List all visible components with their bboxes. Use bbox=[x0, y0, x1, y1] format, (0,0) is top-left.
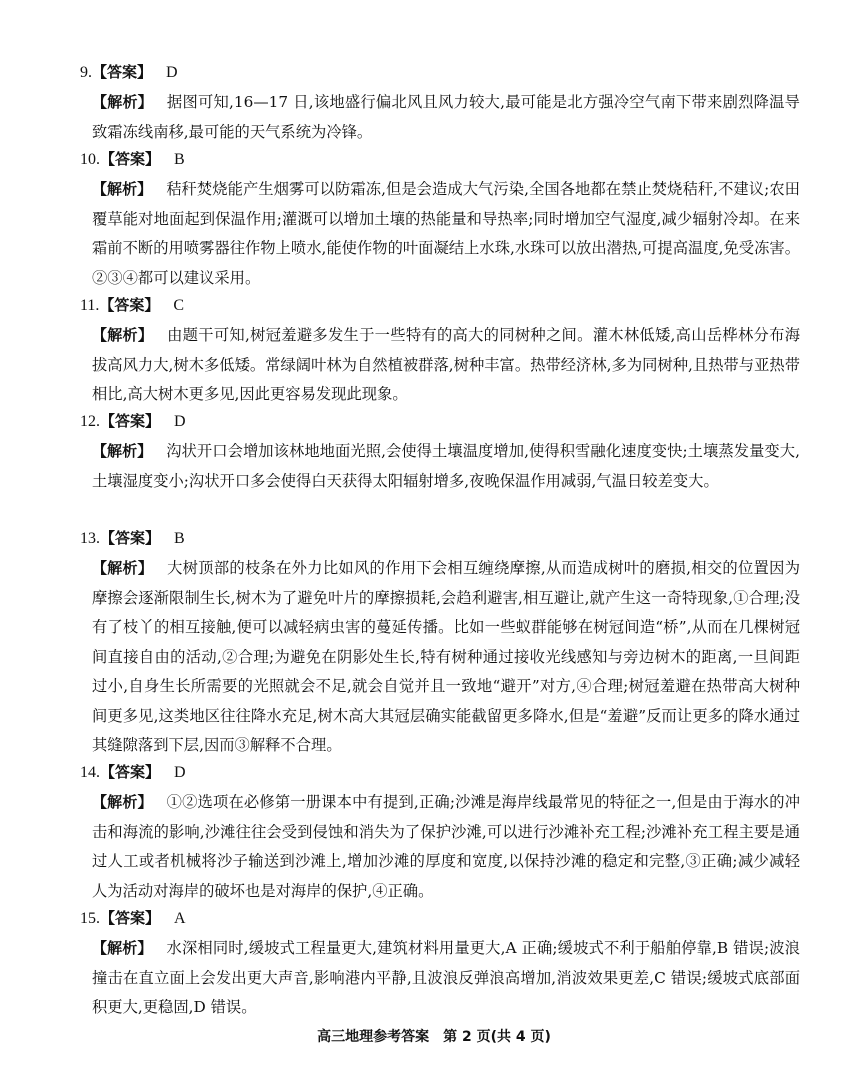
analysis-label: 【解析】 bbox=[92, 180, 153, 198]
answer-value: C bbox=[173, 297, 185, 314]
analysis-paragraph bbox=[92, 934, 800, 1023]
question-13 bbox=[80, 522, 800, 761]
analysis-text: 大树顶部的枝条在外力比如风的作用下会相互缠绕摩擦,从而造成树叶的磨损,相交的位置因为摩擦会逐渐限制生长,树木为了避免叶片的摩擦损耗,会趋利避害,相互避让,就产生这一奇特现象,①合理;没有了枝丫的相互接触,便可以减轻病虫害的蔓延传播。比如一些蚁群能够在树冠间造“桥”,从而在几棵树冠间直接自由的活动,②合理;为避免在阴影处生长,特有树种通过接收光线感知与旁边树木的距离,一旦间距过小,自身生长所需要的光照就会不足,就会自觉并且一致地“避开”对方,④合理;树冠羞避在热带高大树种间更多见,这类地区往往降水充足,树木高大其冠层确实能截留更多降水,但是“羞避”反而让更多的降水通过其缝隙落到下层,因而③解释不合理。 bbox=[92, 559, 800, 754]
answer-value: D bbox=[166, 64, 178, 81]
answer-value: A bbox=[174, 910, 186, 927]
analysis-paragraph bbox=[92, 88, 800, 147]
page-footer: 高三地理参考答案 第 2 页(共 4 页) bbox=[317, 1029, 551, 1045]
analysis-paragraph bbox=[92, 437, 800, 496]
question-header bbox=[80, 522, 800, 554]
analysis-paragraph bbox=[92, 175, 800, 293]
analysis-label: 【解析】 bbox=[92, 442, 153, 460]
answer-label: 【答案】 bbox=[100, 909, 161, 927]
question-number: 12. bbox=[80, 413, 100, 430]
analysis-label: 【解析】 bbox=[92, 326, 154, 344]
analysis-label: 【解析】 bbox=[92, 559, 154, 577]
question-14 bbox=[80, 756, 800, 906]
answer-label: 【答案】 bbox=[100, 763, 161, 781]
analysis-text: 水深相同时,缓坡式工程量更大,建筑材料用量更大,A 正确;缓坡式不利于船舶停靠,B 错误;波浪撞击在直立面上会发出更大声音,影响港内平静,且波浪反弹浪高增加,消波效果更差,C 错误;缓坡式底部面积更大,更稳固,D 错误。 bbox=[92, 939, 800, 1016]
answer-label: 【答案】 bbox=[99, 296, 160, 314]
answer-label: 【答案】 bbox=[92, 63, 153, 81]
answer-label: 【答案】 bbox=[100, 412, 161, 430]
answer-label: 【答案】 bbox=[100, 150, 161, 168]
question-15 bbox=[80, 902, 800, 1023]
question-number: 14. bbox=[80, 764, 100, 781]
question-12 bbox=[80, 405, 800, 496]
analysis-label: 【解析】 bbox=[92, 793, 153, 811]
question-number: 15. bbox=[80, 910, 100, 927]
question-10 bbox=[80, 143, 800, 293]
analysis-paragraph bbox=[92, 554, 800, 761]
question-number: 13. bbox=[80, 530, 100, 547]
analysis-text: ①②选项在必修第一册课本中有提到,正确;沙滩是海岸线最常见的特征之一,但是由于海水的冲击和海流的影响,沙滩往往会受到侵蚀和消失为了保护沙滩,可以进行沙滩补充工程;沙滩补充工程主要是通过人工或者机械将沙子输送到沙滩上,增加沙滩的厚度和宽度,以保持沙滩的稳定和完整,③正确;减少减轻人为活动对海岸的破坏也是对海岸的保护,④正确。 bbox=[92, 793, 800, 900]
analysis-text: 秸秆焚烧能产生烟雾可以防霜冻,但是会造成大气污染,全国各地都在禁止焚烧秸秆,不建议;农田覆草能对地面起到保温作用;灌溉可以增加土壤的热能量和导热率;同时增加空气湿度,减少辐射冷却。在来霜前不断的用喷雾器往作物上喷水,能使作物的叶面凝结上水珠,水珠可以放出潜热,可提高温度,免受冻害。②③④都可以建议采用。 bbox=[92, 180, 800, 287]
analysis-paragraph bbox=[92, 321, 800, 410]
question-9 bbox=[80, 56, 800, 147]
answer-value: D bbox=[174, 764, 186, 781]
analysis-label: 【解析】 bbox=[92, 939, 153, 957]
question-header bbox=[80, 405, 800, 437]
analysis-label: 【解析】 bbox=[92, 93, 153, 111]
question-11 bbox=[80, 289, 800, 410]
question-number: 9. bbox=[80, 64, 92, 81]
question-header bbox=[80, 756, 800, 788]
question-number: 10. bbox=[80, 151, 100, 168]
answer-value: D bbox=[174, 413, 186, 430]
analysis-text: 由题干可知,树冠羞避多发生于一些特有的高大的同树种之间。灌木林低矮,高山岳桦林分布海拔高风力大,树木多低矮。常绿阔叶林为自然植被群落,树种丰富。热带经济林,多为同树种,且热带与亚热带相比,高大树木更多见,因此更容易发现此现象。 bbox=[92, 326, 800, 403]
analysis-text: 据图可知,16—17 日,该地盛行偏北风且风力较大,最可能是北方强冷空气南下带来剧烈降温导致霜冻线南移,最可能的天气系统为冷锋。 bbox=[92, 93, 800, 141]
question-header bbox=[80, 902, 800, 934]
answer-value: B bbox=[174, 151, 185, 168]
answer-value: B bbox=[174, 530, 185, 547]
question-header bbox=[80, 56, 800, 88]
question-header bbox=[80, 289, 800, 321]
analysis-text: 沟状开口会增加该林地地面光照,会使得土壤温度增加,使得积雪融化速度变快;土壤蒸发量变大,土壤湿度变小;沟状开口多会使得白天获得太阳辐射增多,夜晚保温作用减弱,气温日较差变大。 bbox=[92, 442, 800, 490]
question-number: 11. bbox=[80, 297, 100, 314]
answer-label: 【答案】 bbox=[100, 529, 161, 547]
question-header bbox=[80, 143, 800, 175]
analysis-paragraph bbox=[92, 788, 800, 906]
